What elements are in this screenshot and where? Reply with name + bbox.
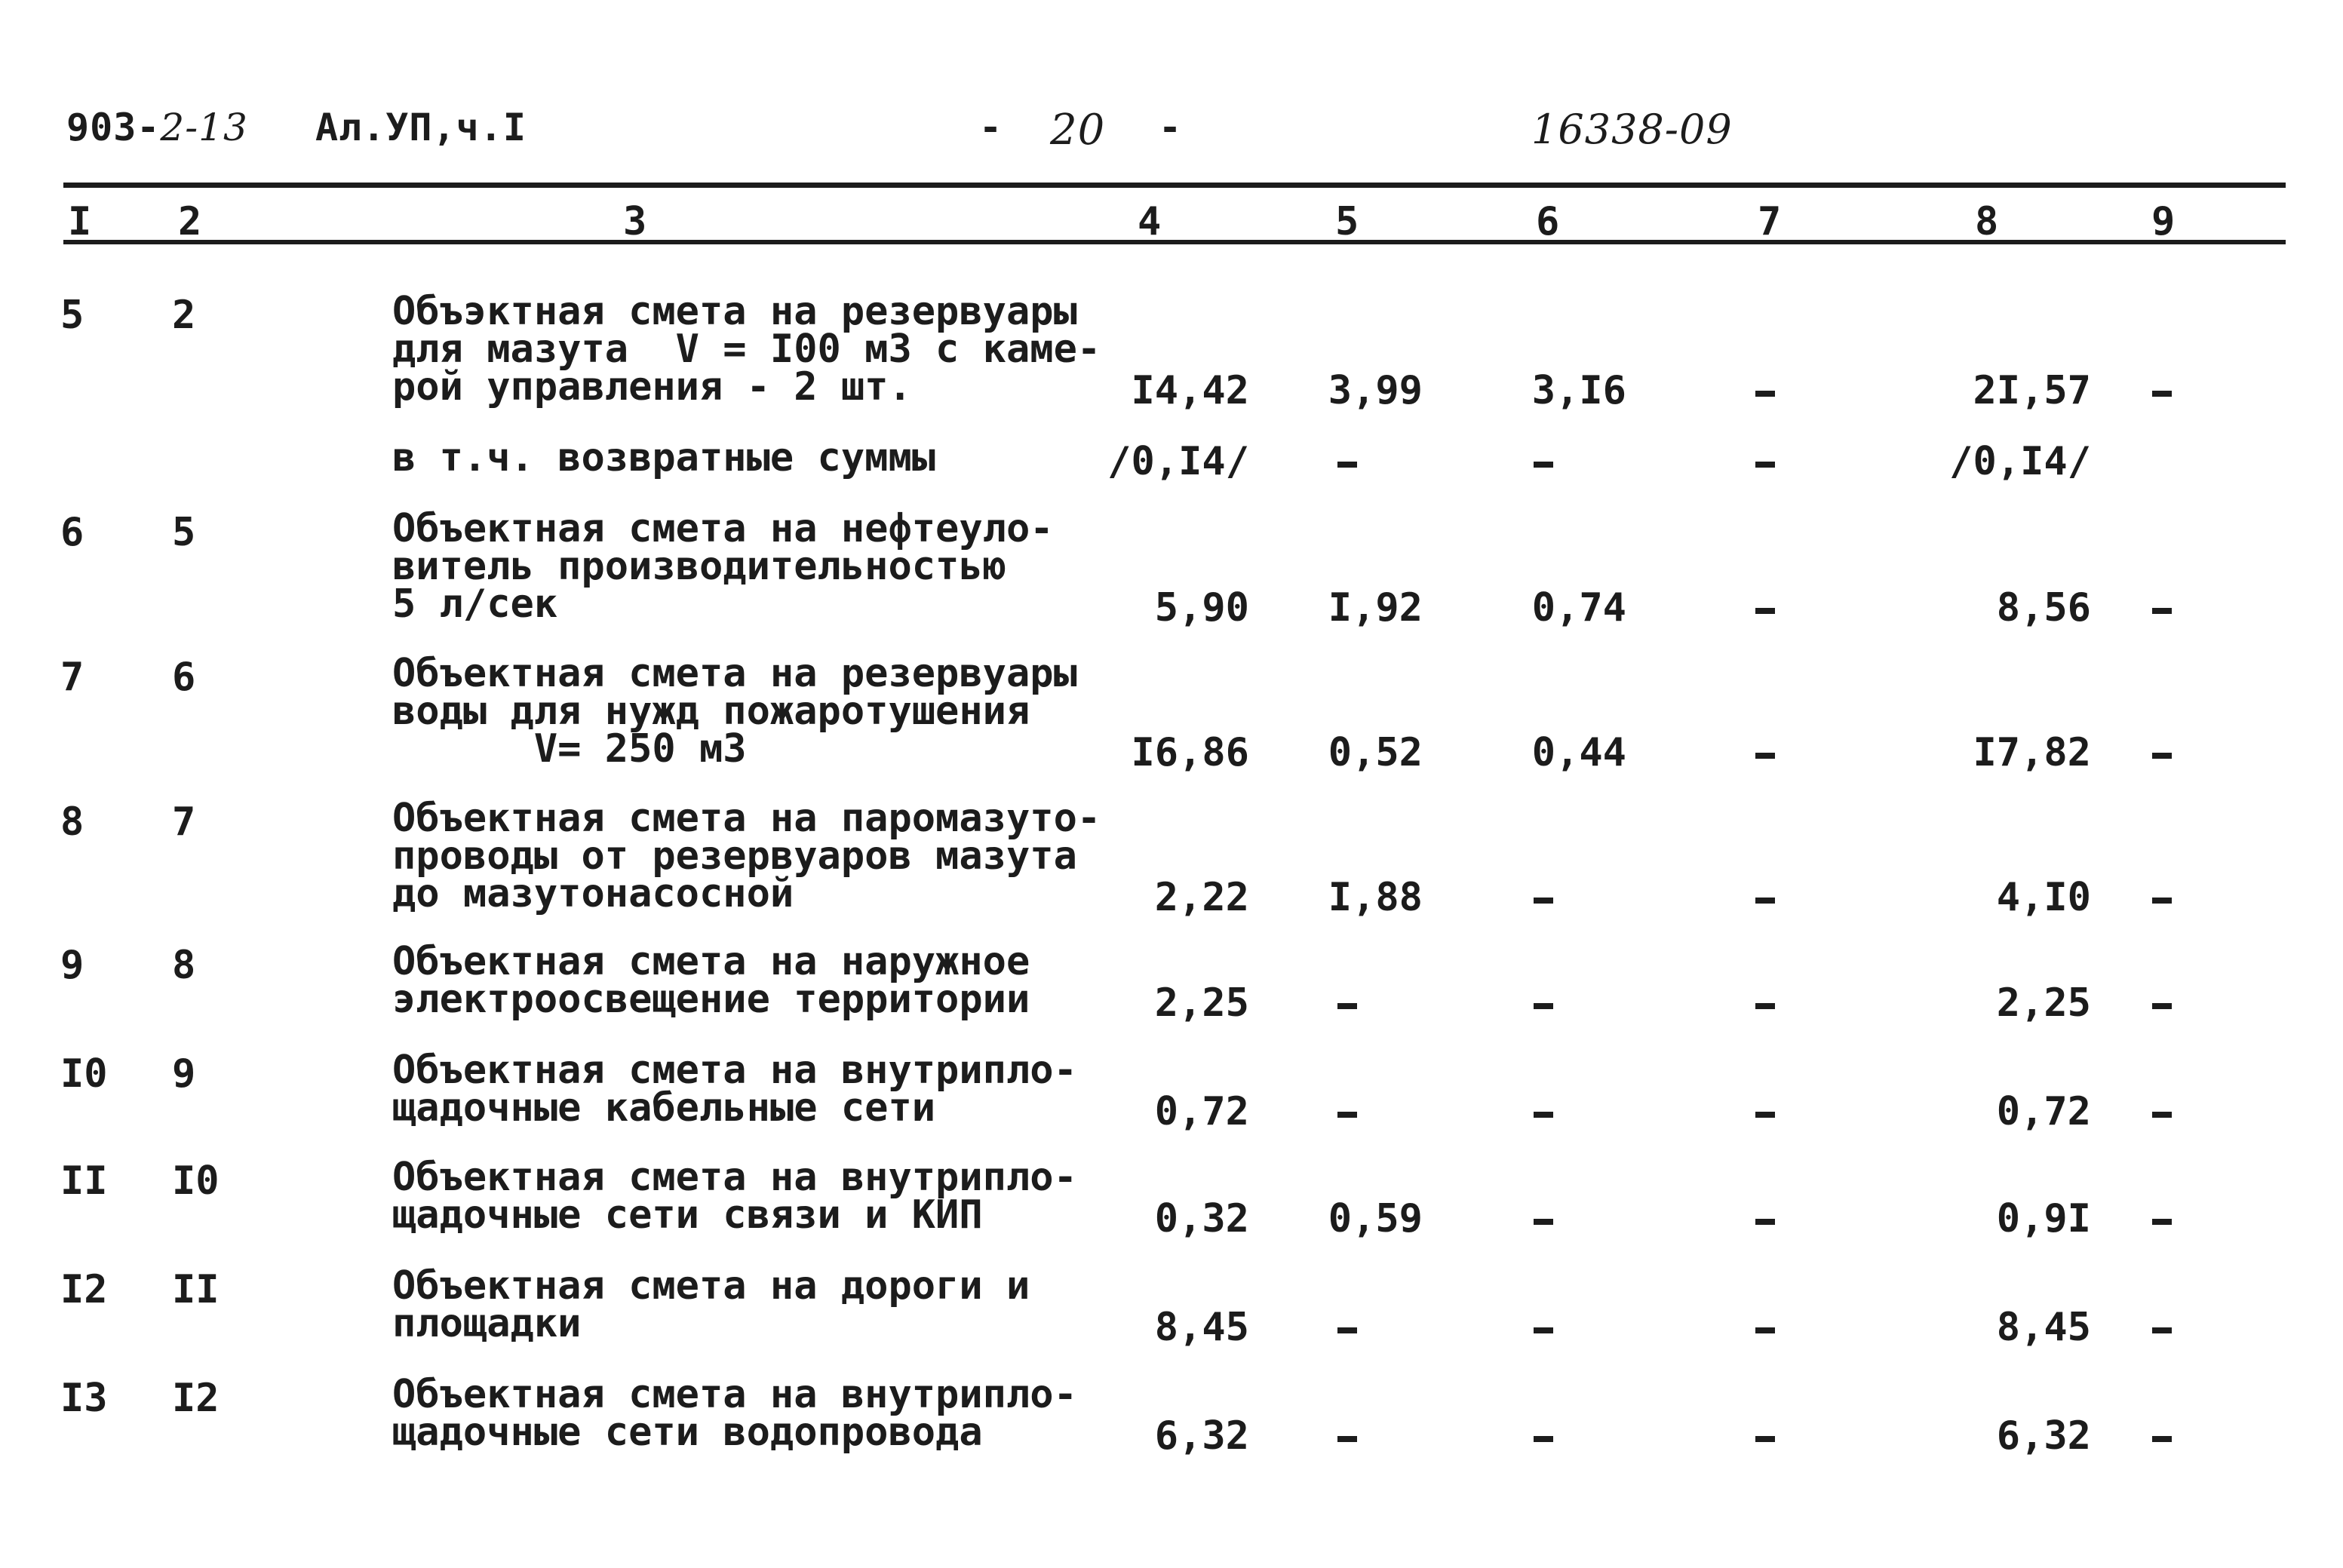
- item-description: [392, 1155, 1077, 1238]
- cell-dash-c9: [2152, 391, 2172, 397]
- cell-value-c6: 0,44: [1531, 730, 1626, 775]
- description-line: Объектная смета на внутрипло-: [392, 1155, 1077, 1200]
- cell-value-c4: 8,45: [1154, 1305, 1249, 1350]
- column-number-5: 5: [1335, 199, 1359, 244]
- column-number-4: 4: [1138, 199, 1162, 244]
- item-number: 9: [172, 1051, 196, 1097]
- cell-dash-c6: [1534, 1327, 1553, 1333]
- description-line: V= 250 м3: [392, 726, 747, 772]
- description-line: электроосвещение территории: [392, 977, 1030, 1022]
- cell-value-c8: 6,32: [1996, 1413, 2091, 1459]
- cell-value-c4: /0,I4/: [1107, 439, 1249, 484]
- description-line: рой управления - 2 шт.: [392, 364, 912, 410]
- column-header-rule: [63, 240, 2286, 244]
- item-number: I2: [172, 1376, 220, 1421]
- cell-value-c4: 0,72: [1154, 1089, 1249, 1134]
- description-line: Объектная смета на внутрипло-: [392, 1048, 1077, 1093]
- column-number-2: 2: [178, 199, 202, 244]
- item-description: [392, 651, 1077, 772]
- item-number: 8: [172, 943, 196, 988]
- description-line: 5 л/сек: [392, 581, 558, 627]
- row-number: 7: [60, 655, 84, 700]
- cell-dash-c7: [1755, 1327, 1775, 1333]
- cell-dash-c6: [1534, 898, 1553, 904]
- cell-dash-c9: [2152, 608, 2172, 614]
- description-line: щадочные сети связи и КИП: [392, 1192, 983, 1238]
- cell-dash-c9: [2152, 1327, 2172, 1333]
- item-number: I0: [172, 1158, 220, 1204]
- page-number: 20: [1050, 106, 1106, 155]
- cell-dash-c5: [1337, 1112, 1357, 1118]
- cell-dash-c5: [1337, 462, 1357, 468]
- cell-value-c4: 2,25: [1154, 980, 1249, 1026]
- cell-dash-c5: [1337, 1327, 1357, 1333]
- cell-dash-c5: [1337, 1003, 1357, 1009]
- cell-dash-c9: [2152, 1436, 2172, 1442]
- cell-dash-c9: [2152, 1219, 2172, 1225]
- column-number-6: 6: [1536, 199, 1560, 244]
- page-right-dash: -: [1159, 106, 1183, 149]
- row-number: I3: [60, 1376, 108, 1421]
- description-line: для мазута V = I00 м3 с каме-: [392, 327, 1101, 372]
- row-number: I2: [60, 1267, 108, 1312]
- cell-value-c5: 0,59: [1328, 1196, 1423, 1241]
- cell-dash-c6: [1534, 1436, 1553, 1442]
- cell-dash-c7: [1755, 1436, 1775, 1442]
- cell-value-c5: 0,52: [1328, 730, 1423, 775]
- cell-dash-c9: [2152, 1003, 2172, 1009]
- cell-value-c8: 0,9I: [1996, 1196, 2091, 1241]
- cell-value-c5: 3,99: [1328, 368, 1423, 413]
- cell-value-c4: 6,32: [1154, 1413, 1249, 1459]
- album-reference: Ал.УП,ч.I: [315, 106, 527, 149]
- description-line: Объектная смета на нефтеуло-: [392, 506, 1054, 551]
- cell-dash-c6: [1534, 1219, 1553, 1225]
- item-description: [392, 1372, 1077, 1455]
- cell-dash-c5: [1337, 1436, 1357, 1442]
- item-description: [392, 939, 1030, 1022]
- cell-dash-c7: [1755, 1003, 1775, 1009]
- cell-dash-c6: [1534, 462, 1553, 468]
- cell-value-c8: /0,I4/: [1949, 439, 2091, 484]
- description-line: Объектная смета на внутрипло-: [392, 1372, 1077, 1417]
- description-line: Объектная смета на наружное: [392, 939, 1030, 984]
- cell-value-c8: 0,72: [1996, 1089, 2091, 1134]
- cell-dash-c9: [2152, 1112, 2172, 1118]
- item-description: [392, 506, 1054, 627]
- item-description: [392, 1263, 1030, 1346]
- cell-dash-c6: [1534, 1112, 1553, 1118]
- cell-value-c8: I7,82: [1973, 730, 2091, 775]
- cell-value-c4: 2,22: [1154, 875, 1249, 920]
- column-number-8: 8: [1975, 199, 1999, 244]
- row-number: 8: [60, 799, 84, 845]
- column-number-3: 3: [623, 199, 647, 244]
- table-top-rule: [63, 183, 2286, 188]
- cell-dash-c7: [1755, 898, 1775, 904]
- description-line: проводы от резервуаров мазута: [392, 833, 1077, 879]
- description-line: до мазутонасосной: [392, 871, 794, 916]
- cell-dash-c7: [1755, 608, 1775, 614]
- cell-value-c8: 4,I0: [1996, 875, 2091, 920]
- column-number-9: 9: [2151, 199, 2176, 244]
- description-line: щадочные кабельные сети: [392, 1085, 936, 1131]
- row-number: 5: [60, 293, 84, 338]
- page-left-dash: -: [979, 106, 1003, 149]
- item-number: 6: [172, 655, 196, 700]
- description-line: Объектная смета на дороги и: [392, 1263, 1030, 1309]
- description-line: Объектная смета на резервуары: [392, 651, 1077, 696]
- row-number: 6: [60, 510, 84, 555]
- row-number: 9: [60, 943, 84, 988]
- description-line: Объектная смета на паромазуто-: [392, 796, 1101, 841]
- item-description: [392, 1048, 1077, 1131]
- doc-code-handwritten: 2-13: [160, 106, 248, 149]
- description-line: площадки: [392, 1301, 582, 1346]
- cell-dash-c7: [1755, 1219, 1775, 1225]
- cell-dash-c7: [1755, 462, 1775, 468]
- cell-value-c8: 2I,57: [1973, 368, 2091, 413]
- description-line: щадочные сети водопровода: [392, 1410, 983, 1455]
- cell-value-c8: 2,25: [1996, 980, 2091, 1026]
- doc-code-prefix: 903-: [66, 106, 161, 149]
- cell-value-c4: 5,90: [1154, 585, 1249, 631]
- item-description: [392, 435, 936, 480]
- column-number-7: 7: [1758, 199, 1782, 244]
- cell-value-c5: I,88: [1328, 875, 1423, 920]
- cell-value-c4: I6,86: [1131, 730, 1249, 775]
- description-line: в т.ч. возвратные суммы: [392, 435, 936, 480]
- cell-value-c4: I4,42: [1131, 368, 1249, 413]
- cell-dash-c7: [1755, 391, 1775, 397]
- item-number: 5: [172, 510, 196, 555]
- item-number: II: [172, 1267, 220, 1312]
- cell-dash-c7: [1755, 1112, 1775, 1118]
- cell-value-c4: 0,32: [1154, 1196, 1249, 1241]
- item-number: 2: [172, 293, 196, 338]
- row-number: I0: [60, 1051, 108, 1097]
- cell-value-c8: 8,45: [1996, 1305, 2091, 1350]
- cell-dash-c6: [1534, 1003, 1553, 1009]
- cell-dash-c7: [1755, 753, 1775, 759]
- description-line: Объэктная смета на резервуары: [392, 289, 1077, 334]
- inventory-number: 16338-09: [1531, 106, 1733, 153]
- item-number: 7: [172, 799, 196, 845]
- cell-value-c6: 3,I6: [1531, 368, 1626, 413]
- row-number: II: [60, 1158, 108, 1204]
- doc-code: [66, 106, 248, 149]
- cell-value-c6: 0,74: [1531, 585, 1626, 631]
- cell-value-c5: I,92: [1328, 585, 1423, 631]
- cell-value-c8: 8,56: [1996, 585, 2091, 631]
- column-number-1: I: [68, 199, 92, 244]
- description-line: воды для нужд пожаротушения: [392, 689, 1030, 734]
- description-line: витель производительностью: [392, 544, 1006, 589]
- cell-dash-c9: [2152, 898, 2172, 904]
- cell-dash-c9: [2152, 753, 2172, 759]
